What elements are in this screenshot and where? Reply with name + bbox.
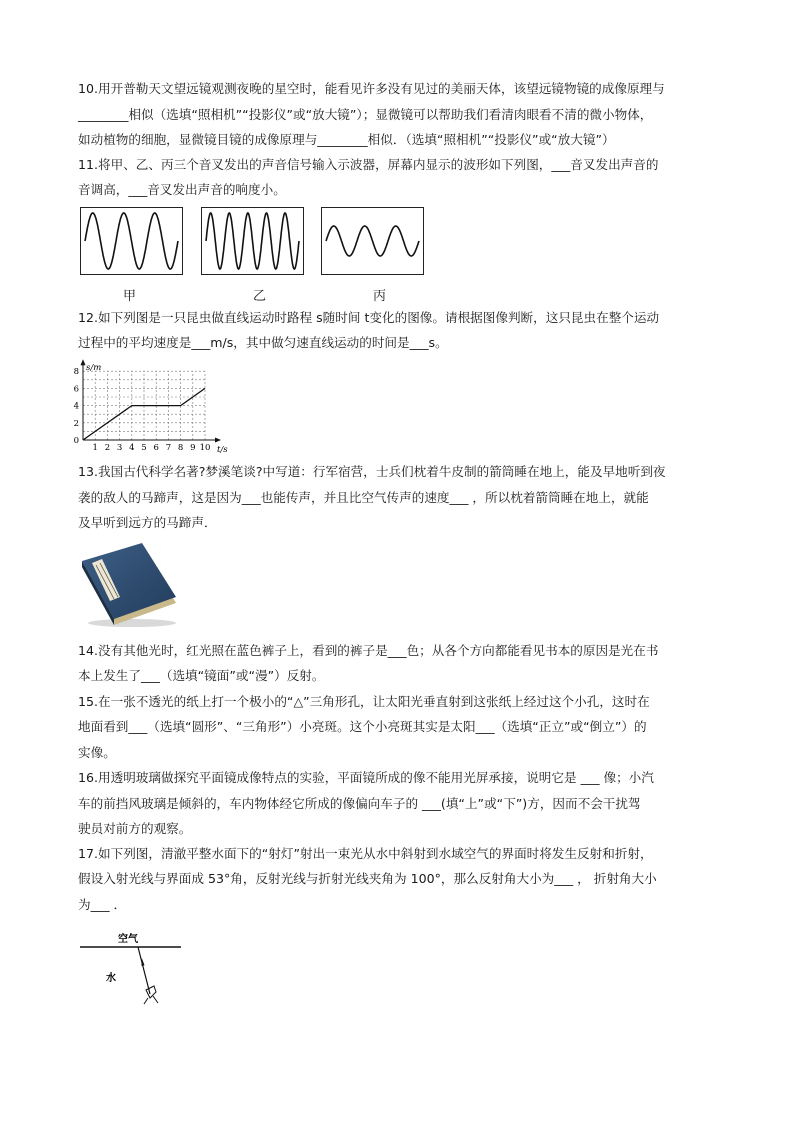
q16-line-1: 16.用透明玻璃做探究平面镜成像特点的实验，平面镜所成的像不能用光屏承接，说明它是 ___ 像；小汽 (78, 770, 654, 785)
q13-line-2: 袭的敌人的马蹄声，这是因为___也能传声，并且比空气传声的速度___ ，所以枕着箭筒睡在地上，就能 (78, 490, 649, 505)
q12-line-1: 12.如下列图是一只昆虫做直线运动时路程 s随时间 t变化的图像。请根据图像判断，这只昆虫在整个运动 (78, 310, 660, 325)
x-tick-label: 6 (153, 443, 159, 453)
x-tick-label: 8 (177, 443, 184, 453)
y-axis-label: s/m (86, 363, 102, 374)
x-tick-label: 9 (190, 443, 196, 453)
light-refraction-diagram (78, 928, 186, 1006)
q16-line-2: 车的前挡风玻璃是倾斜的，车内物体经它所成的像偏向车子的 ___(填“上”或“下”)方，因而不会干扰驾 (78, 796, 641, 811)
wave-label-bing: 丙 (373, 289, 387, 304)
y-tick-label: 0 (73, 436, 79, 446)
spotlight-icon (146, 986, 156, 998)
chart-axes (81, 359, 222, 442)
x-tick-label: 1 (92, 443, 98, 453)
waveform-bing-graphic (322, 208, 423, 274)
q10-line-1: 10.用开普勒天文望远镜观测夜晚的星空时，能看见许多没有见过的美丽天体，该望远镜物镜的成像原理与 (78, 81, 665, 96)
q13-line-1: 13.我国古代科学名著?梦溪笔谈?中写道：行军宿营，士兵们枕着牛皮制的箭筒睡在地上，能及早地听到夜 (78, 464, 666, 479)
y-tick-label: 8 (73, 367, 79, 378)
q17-line-1: 17.如下列图，清澈平整水面下的“射灯”射出一束光从水中斜射到水域空气的界面时将发生反射和折射， (78, 846, 653, 861)
q17-line-2: 假设入射光线与界面成 53°角，反射光线与折射光线夹角为 100°，那么反射角大小为___ ， 折射角大小 (78, 871, 657, 886)
ancient-book-image (76, 543, 180, 628)
x-axis-arrow-icon (215, 438, 221, 443)
water-label: 水 (106, 973, 116, 984)
q13-line-3: 及早听到远方的马蹄声． (78, 515, 217, 530)
q16-line-3: 驶员对前方的观察。 (78, 821, 192, 836)
waveform-yi-graphic (202, 208, 303, 274)
waveform-jia (80, 207, 183, 275)
x-tick-label: 5 (141, 443, 147, 453)
x-tick-label: 10 (199, 443, 211, 453)
incident-light-ray (138, 947, 150, 994)
chart-ticks (74, 363, 229, 455)
y-tick-label: 6 (73, 384, 79, 395)
y-tick-label: 4 (73, 401, 79, 412)
q11-line-1: 11.将甲、乙、丙三个音叉发出的声音信号输入示波器，屏幕内显示的波形如下列图，___音叉发出声音的 (78, 157, 659, 172)
q10-line-3: 如动植物的细胞，显微镜目镜的成像原理与________相似．（选填“照相机”“投影仪”或“放大镜”） (78, 132, 615, 147)
q15-line-3: 实像。 (78, 745, 116, 760)
x-tick-label: 3 (116, 443, 123, 453)
wave-label-yi: 乙 (253, 289, 267, 304)
x-axis-label: t/s (217, 445, 228, 455)
q15-line-2: 地面看到___（选填“圆形”、“三角形”）小亮斑。这个小亮斑其实是太阳___（选填“正立”或“倒立”）的 (78, 719, 647, 734)
q12-line-2: 过程中的平均速度是___m/s，其中做匀速直线运动的时间是___s。 (78, 335, 448, 350)
q14-line-1: 14.没有其他光时，红光照在蓝色裤子上，看到的裤子是___色；从各个方向都能看见书本的原因是光在书 (78, 643, 659, 658)
waveform-bing (321, 207, 424, 275)
q17-line-3: 为___ ． (78, 897, 127, 912)
waveform-yi (201, 207, 304, 275)
ray-arrow-icon (142, 958, 145, 966)
x-tick-label: 2 (104, 443, 111, 453)
waveform-jia-graphic (81, 208, 182, 274)
wave-label-jia: 甲 (123, 289, 137, 304)
spotlight-leg-right (153, 996, 158, 1003)
x-tick-label: 4 (129, 443, 135, 453)
spotlight-leg-left (144, 998, 148, 1004)
y-tick-label: 2 (73, 418, 79, 429)
q14-line-2: 本上发生了___（选填“镜面”或“漫”）反射。 (78, 668, 325, 683)
q11-line-2: 音调高，___音叉发出声音的响度小。 (78, 182, 286, 197)
q10-line-2: ________相似（选填“照相机”“投影仪”或“放大镜”）；显微镜可以帮助我们看清肉眼看不清的微小物体， (78, 107, 653, 122)
y-axis-arrow-icon (81, 359, 86, 365)
x-tick-label: 7 (165, 443, 172, 453)
air-label: 空气 (118, 934, 138, 945)
q15-line-1: 15.在一张不透光的纸上打一个极小的“△”三角形孔，让太阳光垂直射到这张纸上经过这个小孔，这时在 (78, 694, 650, 709)
s-t-chart (70, 352, 235, 458)
